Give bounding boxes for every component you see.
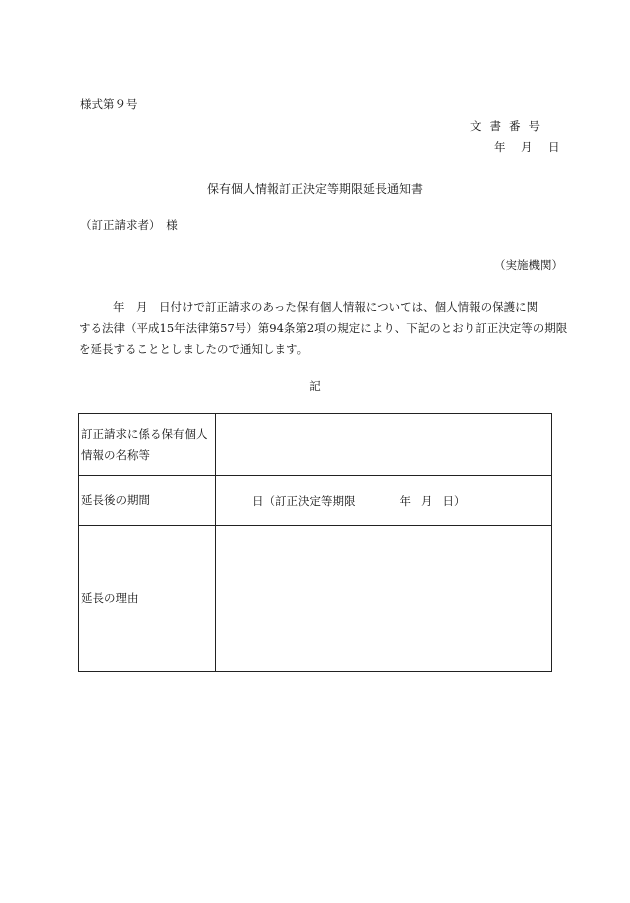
record-name-label [79, 414, 216, 476]
document-title: 保有個人情報訂正決定等期限延長通知書 [206, 182, 423, 196]
form-number: 様式第９号 [80, 97, 138, 111]
addressee: （訂正請求者） 様 [80, 218, 178, 232]
extension-reason-label: 延長の理由 [79, 526, 216, 672]
table-row-record-name [79, 414, 552, 476]
issue-date: 年 月 日 [494, 140, 562, 154]
notice-body-line-2: する法律（平成15年法律第57号）第94条第2項の規定により、下記のとおり訂正決定等の期限 [79, 321, 568, 335]
implementing-organization: （実施機関） [494, 258, 563, 272]
extension-details-table [78, 413, 552, 672]
extended-period-year: 年 [399, 493, 411, 508]
extended-period-value [216, 476, 552, 526]
notice-body-line-3: を延長することとしましたので通知します。 [79, 342, 309, 356]
extended-period-end: 日） [442, 493, 466, 508]
record-name-value [216, 414, 552, 476]
table-row-extension-reason [79, 526, 552, 672]
table-row-extended-period [79, 476, 552, 526]
extended-period-day: 日（訂正決定等期限 [252, 493, 356, 508]
extended-period-month: 月 [421, 493, 433, 508]
ki-heading: 記 [309, 379, 321, 393]
document-number: 文書番号 [470, 119, 548, 133]
record-name-label-line-2: 情報の名称等 [81, 447, 150, 462]
notice-body [79, 297, 568, 360]
extended-period-label: 延長後の期間 [79, 476, 216, 526]
record-name-label-line-1: 訂正請求に係る保有個人 [81, 426, 208, 441]
extension-reason-value [216, 526, 552, 672]
notice-body-line-1: 年 月 日付けで訂正請求のあった保有個人情報については、個人情報の保護に関 [113, 300, 539, 314]
